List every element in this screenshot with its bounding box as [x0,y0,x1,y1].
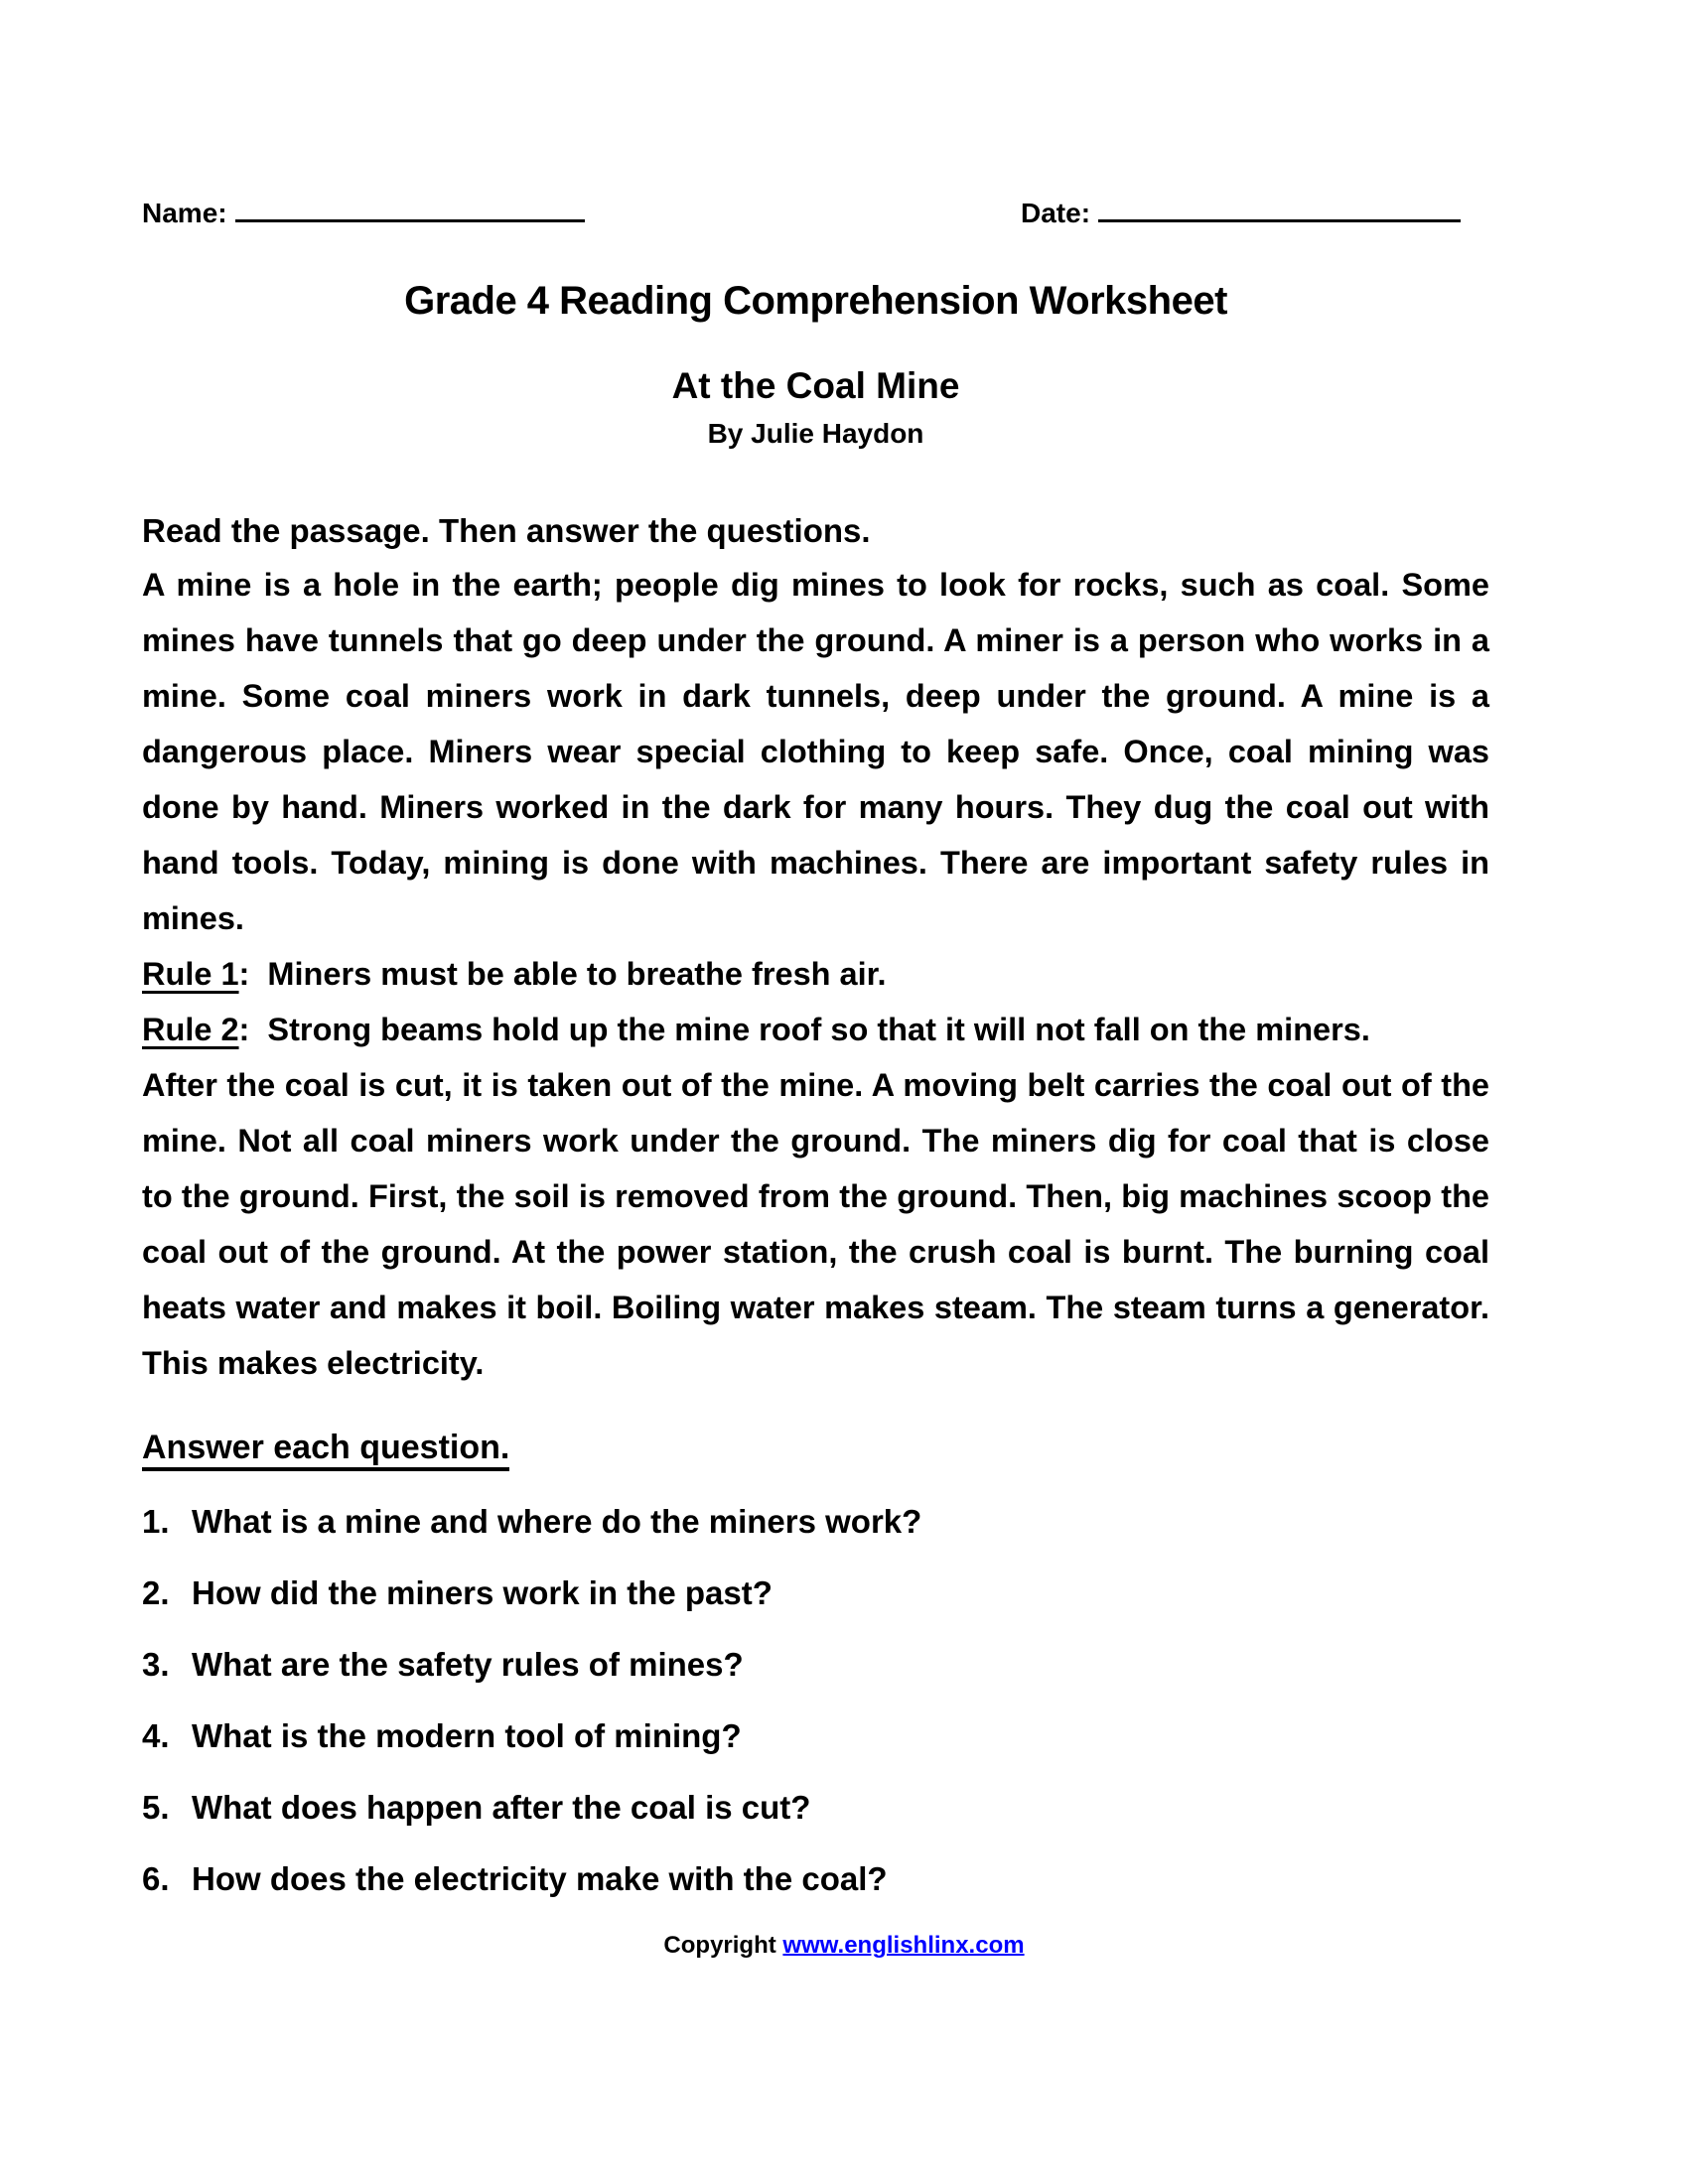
question-item [142,1716,1489,1756]
question-number: 4. [142,1717,170,1754]
questions-heading: Answer each question. [142,1429,509,1471]
passage-paragraph-2: After the coal is cut, it is taken out of the mine. A moving belt carries the coal out of the mine. Not all coal miners work under the ground. The miners dig for coal that is close to the ground. First, the soil is removed from the ground. Then, big machines scoop the coal out of the ground. At the power station, the crush coal is burnt. The burning coal heats water and makes it boil. Boiling water makes steam. The steam turns a generator. This makes electricity. [142,1067,1489,1381]
question-text: What is the modern tool of mining? [192,1717,742,1754]
passage-paragraph-1: A mine is a hole in the earth; people dig mines to look for rocks, such as coal. Some mines have tunnels that go deep under the ground. A miner is a person who works in a mine. Some coal miners work in dark tunnels, deep under the ground. A mine is a dangerous place. Miners wear special clothing to keep safe. Once, coal mining was done by hand. Miners worked in the dark for many hours. They dug the coal out with hand tools. Today, mining is done with machines. There are important safety rules in mines. [142,567,1489,936]
question-text: What are the safety rules of mines? [192,1646,744,1683]
rule-2-text: : Strong beams hold up the mine roof so that it will not fall on the miners. [238,1012,1370,1047]
questions-heading-row [142,1427,1489,1468]
question-number: 1. [142,1503,170,1540]
name-field-group [142,198,585,228]
question-number: 5. [142,1789,170,1826]
question-text: How did the miners work in the past? [192,1574,773,1611]
header [142,196,1489,229]
question-list [142,1502,1489,1899]
question-item [142,1788,1489,1828]
question-number: 6. [142,1860,170,1897]
copyright-label: Copyright [663,1932,776,1959]
date-blank [1098,196,1461,222]
page-content [142,0,1489,1899]
question-item [142,1573,1489,1613]
copyright-link[interactable]: www.englishlinx.com [782,1932,1025,1959]
passage-title: At the Coal Mine [671,365,960,406]
question-text: What does happen after the coal is cut? [192,1789,811,1826]
question-text: How does the electricity make with the coal? [192,1860,888,1897]
date-label: Date: [1021,198,1091,228]
rule-1-label: Rule 1 [142,956,239,992]
name-label: Name: [142,198,227,228]
name-blank [235,196,585,222]
byline: By Julie Haydon [707,418,924,449]
question-item [142,1859,1489,1899]
question-number: 3. [142,1646,170,1683]
question-item [142,1502,1489,1542]
rule-2-label: Rule 2 [142,1012,239,1047]
footer [0,1931,1688,1961]
rule-line-2 [142,1002,1489,1057]
page-title: Grade 4 Reading Comprehension Worksheet [404,279,1227,323]
instructions: Read the passage. Then answer the questions. [142,512,871,549]
rule-1-text: : Miners must be able to breathe fresh air. [238,956,887,992]
rule-line-1 [142,946,1489,1002]
question-item [142,1645,1489,1685]
passage [142,557,1489,1391]
date-field-group [1021,196,1461,230]
question-text: What is a mine and where do the miners work? [192,1503,922,1540]
question-number: 2. [142,1574,170,1611]
